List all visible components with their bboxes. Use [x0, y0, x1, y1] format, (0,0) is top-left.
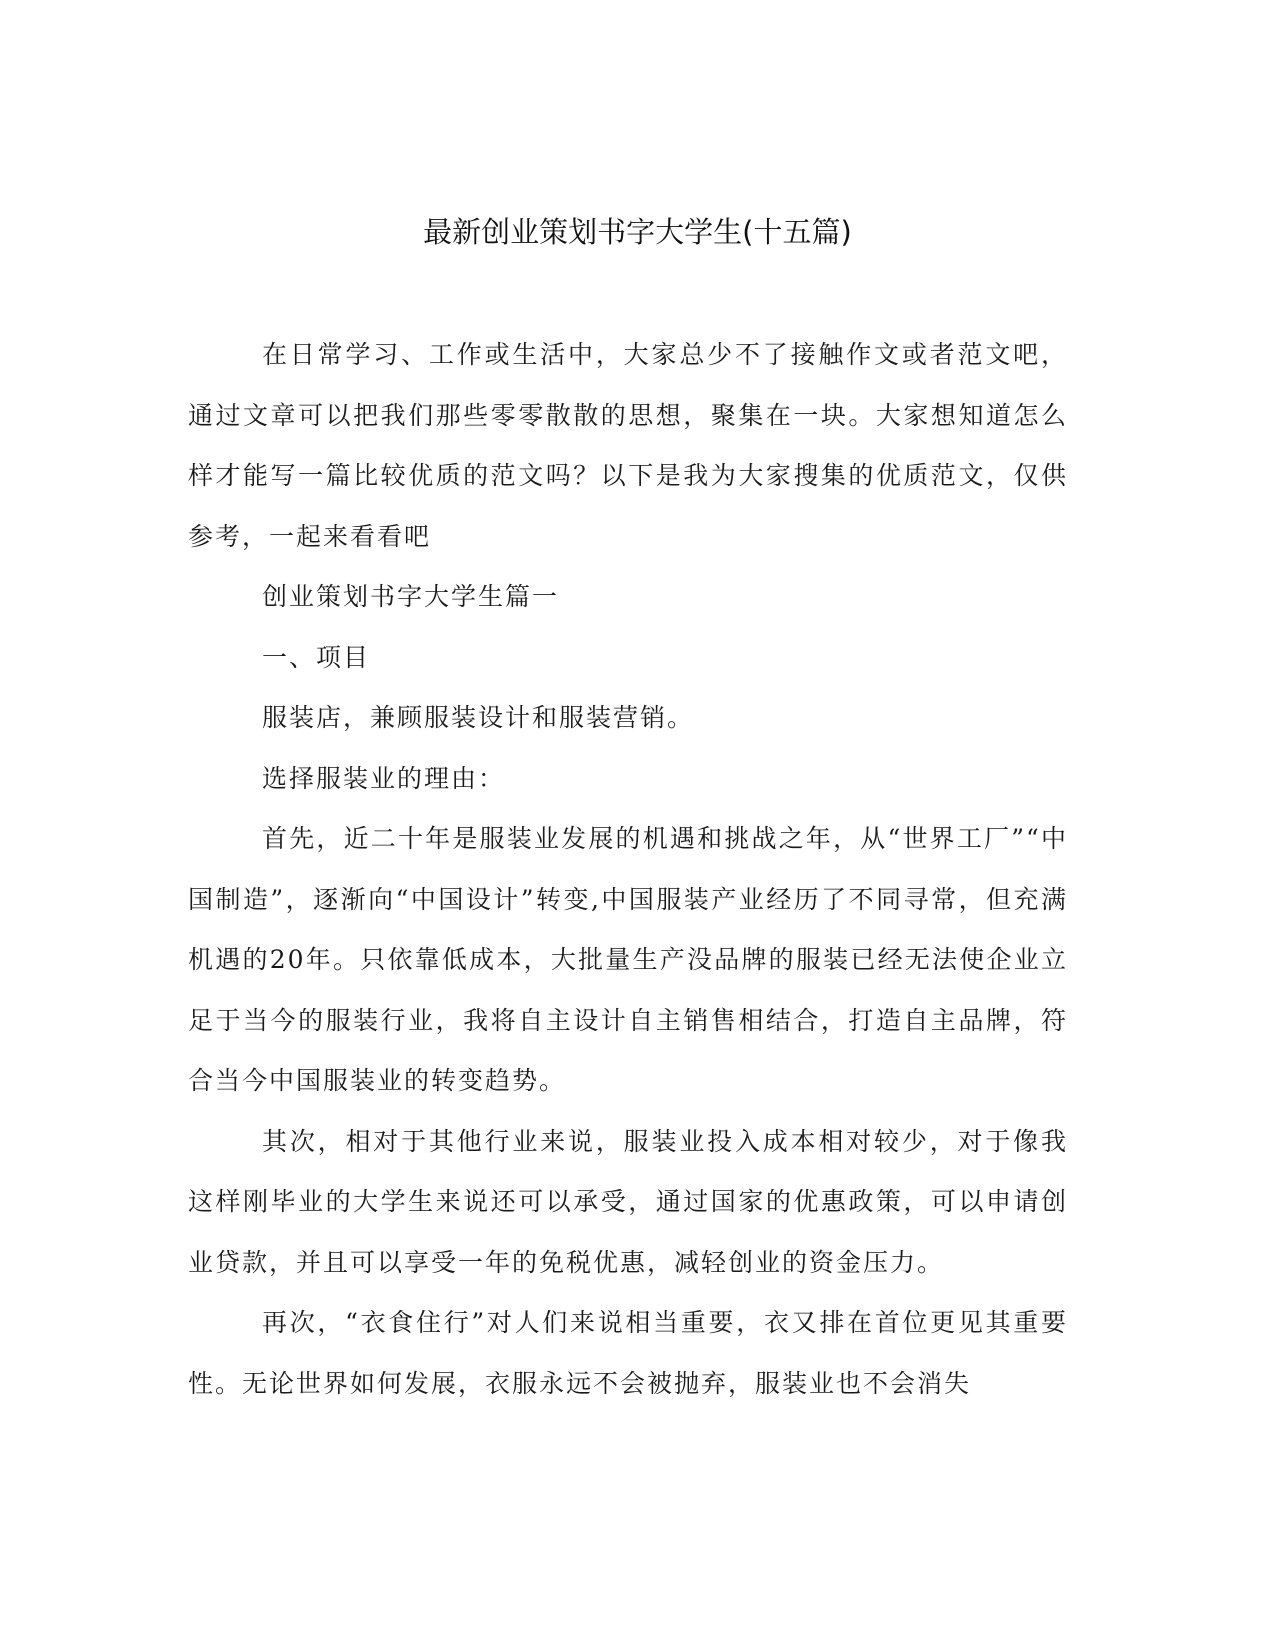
- paragraph: 服装店，兼顾服装设计和服装营销。: [262, 703, 695, 732]
- paragraph-intro: 在日常学习、工作或生活中，大家总少不了接触作文或者范文吧，通过文章可以把我们那些零零散散的思想，聚集在一块。大家想知道怎么样才能写一篇比较优质的范文吗？以下是我为大家搜集的优质范文，仅供参考，一起来看看吧: [188, 340, 1068, 551]
- paragraph: 其次，相对于其他行业来说，服装业投入成本相对较少，对于像我这样刚毕业的大学生来说还可以承受，通过国家的优惠政策，可以申请创业贷款，并且可以享受一年的免税优惠，减轻创业的资金压力。: [188, 1126, 1068, 1277]
- paragraph: 再次，“衣食住行”对人们来说相当重要，衣又排在首位更见其重要性。无论世界如何发展，衣服永远不会被抛弃，服装业也不会消失: [188, 1308, 1068, 1398]
- subsection-heading: 一、项目: [262, 642, 371, 672]
- section-heading: 创业策划书字大学生篇一: [262, 582, 560, 611]
- paragraph: 首先，近二十年是服装业发展的机遇和挑战之年，从“世界工厂”“中国制造”，逐渐向“中国设计”转变,中国服装产业经历了不同寻常，但充满机遇的20年。只依靠低成本，大批量生产没品牌的服装已经无法使企业立足于当今的服装行业，我将自主设计自主销售相结合，打造自主品牌，符合当今中国服装业的转变趋势。: [188, 824, 1068, 1095]
- document-body: [188, 325, 1068, 1414]
- paragraph: 选择服装业的理由：: [262, 763, 506, 793]
- document-title: 最新创业策划书字大学生(十五篇): [423, 215, 852, 249]
